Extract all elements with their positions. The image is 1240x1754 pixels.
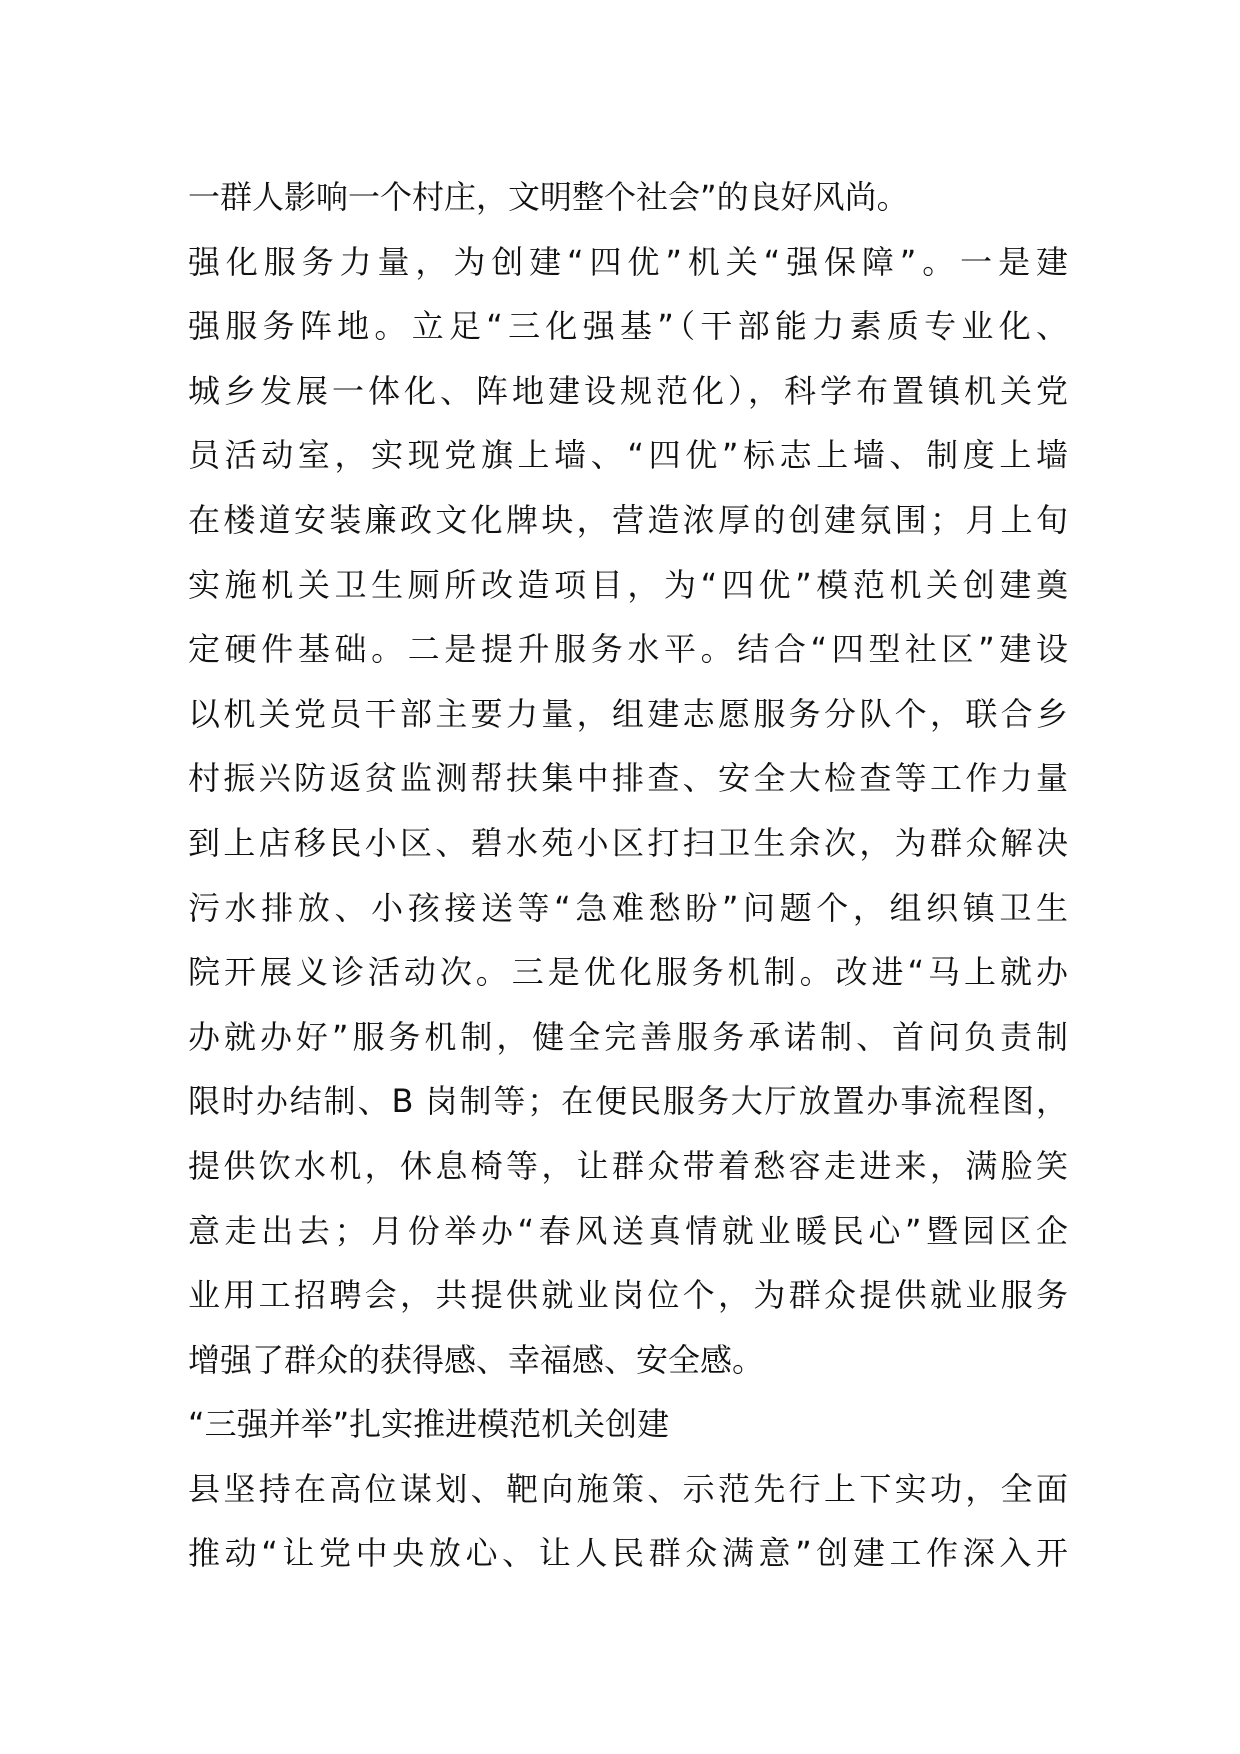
text-line: 院开展义诊活动次。三是优化服务机制。改进“马上就办 bbox=[188, 953, 1068, 992]
text-line: 污水排放、小孩接送等“急难愁盼”问题个，组织镇卫生 bbox=[188, 888, 1068, 927]
text-line: 以机关党员干部主要力量，组建志愿服务分队个，联合乡 bbox=[188, 694, 1068, 733]
text-line: 推动“让党中央放心、让人民群众满意”创建工作深入开 bbox=[188, 1534, 1068, 1573]
text-line: 意走出去；月份举办“春风送真情就业暖民心”暨园区企 bbox=[188, 1211, 1068, 1250]
body-text bbox=[188, 165, 1068, 1586]
text-line: 定硬件基础。二是提升服务水平。结合“四型社区”建设 bbox=[188, 630, 1068, 669]
text-line: 业用工招聘会，共提供就业岗位个，为群众提供就业服务 bbox=[188, 1276, 1068, 1315]
text-line: 强化服务力量，为创建“四优”机关“强保障”。一是建 bbox=[188, 242, 1068, 281]
text-line: 增强了群众的获得感、幸福感、安全感。 bbox=[188, 1340, 765, 1379]
text-line: 村振兴防返贫监测帮扶集中排查、安全大检查等工作力量 bbox=[188, 759, 1068, 798]
text-line: 提供饮水机，休息椅等，让群众带着愁容走进来，满脸笑 bbox=[188, 1146, 1068, 1185]
text-line: 一群人影响一个村庄，文明整个社会”的良好风尚。 bbox=[188, 178, 909, 216]
text-line: 员活动室，实现党旗上墙、“四优”标志上墙、制度上墙 bbox=[188, 436, 1068, 475]
text-line: 到上店移民小区、碧水苑小区打扫卫生余次，为群众解决 bbox=[188, 823, 1068, 862]
text-line: 强服务阵地。立足“三化强基”（干部能力素质专业化、 bbox=[188, 307, 1068, 346]
text-line: 县坚持在高位谋划、靶向施策、示范先行上下实功，全面 bbox=[188, 1469, 1068, 1508]
text-line: 在楼道安装廉政文化牌块，营造浓厚的创建氛围；月上旬 bbox=[188, 500, 1068, 539]
text-line: 城乡发展一体化、阵地建设规范化），科学布置镇机关党 bbox=[188, 371, 1068, 410]
text-line: 实施机关卫生厕所改造项目，为“四优”模范机关创建奠 bbox=[188, 565, 1068, 604]
text-line: 限时办结制、B 岗制等；在便民服务大厅放置办事流程图， bbox=[188, 1082, 1068, 1121]
section-heading: “三强并举”扎实推进模范机关创建 bbox=[188, 1405, 670, 1444]
text-line: 办就办好”服务机制，健全完善服务承诺制、首问负责制 bbox=[188, 1017, 1068, 1056]
